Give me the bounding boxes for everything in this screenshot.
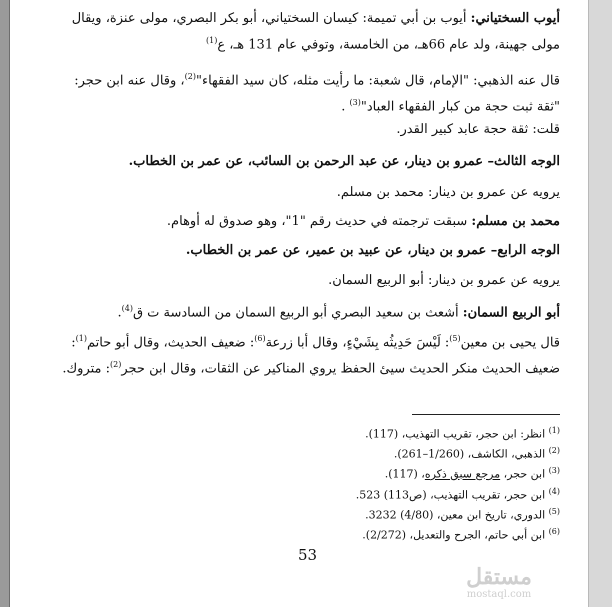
footnote-number: (4) xyxy=(548,487,560,496)
footnote-text: انظر: ابن حجر، تقريب التهذيب، (117). xyxy=(365,427,546,441)
footnote-item xyxy=(55,505,560,523)
footnote-ref: (2) xyxy=(110,360,122,370)
document-page xyxy=(55,0,560,607)
footnote-text: ابن حجر، xyxy=(500,467,546,481)
footnote-ref: (2) xyxy=(184,72,196,81)
paragraph-note: قلت: ثقة حجة عابد كبير القدر. xyxy=(396,122,560,137)
paragraph-text: سبقت ترجمته في حديث رقم "1"، وهو صدوق له أوهام. xyxy=(166,214,472,229)
footnote-underlined-text: مرجع سبق ذكره xyxy=(424,467,501,481)
footnote-ref: (1) xyxy=(75,334,87,343)
footnote-item xyxy=(55,444,560,462)
footnote-text: ابن أبي حاتم، الجرح والتعديل، (2/272). xyxy=(362,528,546,542)
footnote-text: الذهبي، الكاشف، (1/260–261). xyxy=(393,447,546,461)
watermark-logo xyxy=(434,565,564,601)
footnote-ref: (3) xyxy=(349,98,361,108)
paragraph-text: أشعث بن سعيد البصري أبو الربيع السمان من السادسة ت ق xyxy=(132,305,463,321)
vertical-scrollbar[interactable] xyxy=(588,0,612,607)
section-heading-fourth: الوجه الرابع– عمرو بن دينار، عن عبيد بن عمير، عن عمر بن الخطاب. xyxy=(185,243,560,258)
page-number: 53 xyxy=(297,546,318,564)
name-heading: أيوب السختياني: xyxy=(470,11,560,26)
footnote-item xyxy=(55,525,560,543)
footnote-number: (3) xyxy=(548,466,560,475)
paragraph-text: ، وقال عنه ابن حجر: "ثقة ثبت حجة من كبار الفقهاء العباد" xyxy=(74,73,560,115)
footnote-text: ابن حجر، تقريب التهذيب، (ص113) 523. xyxy=(355,488,546,502)
watermark-arabic: مستقل xyxy=(466,564,532,590)
footnote-ref: (4) xyxy=(121,304,133,313)
footnote-text: ، (117). xyxy=(384,467,425,481)
footnote-number: (5) xyxy=(548,507,560,516)
name-heading: أبو الربيع السمان: xyxy=(462,305,560,321)
footnote-ref: (6) xyxy=(254,334,266,343)
paragraph-text: : لَيْسَ حَدِيثُه بِشَيْءٍ، وقال أبا زرعة xyxy=(265,335,450,351)
paragraph-text: : ضعيف الحديث منكر الحديث سيئ الحفظ يروي المناكير عن الثقات، وقال ابن حجر xyxy=(71,335,560,377)
name-heading: محمد بن مسلم: xyxy=(471,214,560,229)
footnote-ref: (5) xyxy=(449,334,461,343)
footnote-item xyxy=(55,464,560,482)
footnote-text: الدوري، تاريخ ابن معين، (4/80) 3232. xyxy=(365,508,546,522)
footnote-separator xyxy=(412,414,560,415)
footnote-item xyxy=(55,485,560,503)
paragraph-text: قال عنه الذهبي: "الإمام، قال شعبة: ما رأيت مثله، كان سيد الفقهاء" xyxy=(195,73,560,89)
footnote-number: (2) xyxy=(548,446,560,455)
paragraph-ayyub xyxy=(55,8,560,56)
paragraph-critics xyxy=(55,328,560,381)
footnote-ref: (1) xyxy=(206,36,218,45)
paragraph-text: قال يحيى بن معين xyxy=(460,335,560,351)
paragraph-text: . xyxy=(341,99,350,115)
paragraph-abu-rabi xyxy=(55,298,560,324)
left-window-edge xyxy=(0,0,10,607)
paragraph-narrator: يرويه عن عمرو بن دينار: أبو الربيع السمان. xyxy=(328,273,560,288)
paragraph-text: . xyxy=(117,305,122,321)
watermark-latin: mostaql.com xyxy=(466,589,532,600)
paragraph-narrator: يرويه عن عمرو بن دينار: محمد بن مسلم. xyxy=(336,185,560,200)
footnote-number: (1) xyxy=(548,426,560,435)
paragraph-text: : ضعيف الحديث، وقال أبو حاتم xyxy=(87,335,255,351)
section-heading-third: الوجه الثالث– عمرو بن دينار، عن عبد الرحمن بن السائب، عن عمر بن الخطاب. xyxy=(128,154,560,169)
paragraph-dhahabi xyxy=(55,66,560,119)
paragraph-text: أيوب بن أبي تميمة: كيسان السختياني، أبو بكر البصري، مولى عنزة، ويقال مولى جهينة، ولد عام 66هـ، من الخامسة، وتوفي عام 131 هـ، ع xyxy=(71,11,560,53)
footnote-item xyxy=(55,424,560,442)
paragraph-text: : متروك. xyxy=(62,361,111,377)
paragraph-muhammad xyxy=(55,211,560,233)
footnote-number: (6) xyxy=(548,527,560,536)
